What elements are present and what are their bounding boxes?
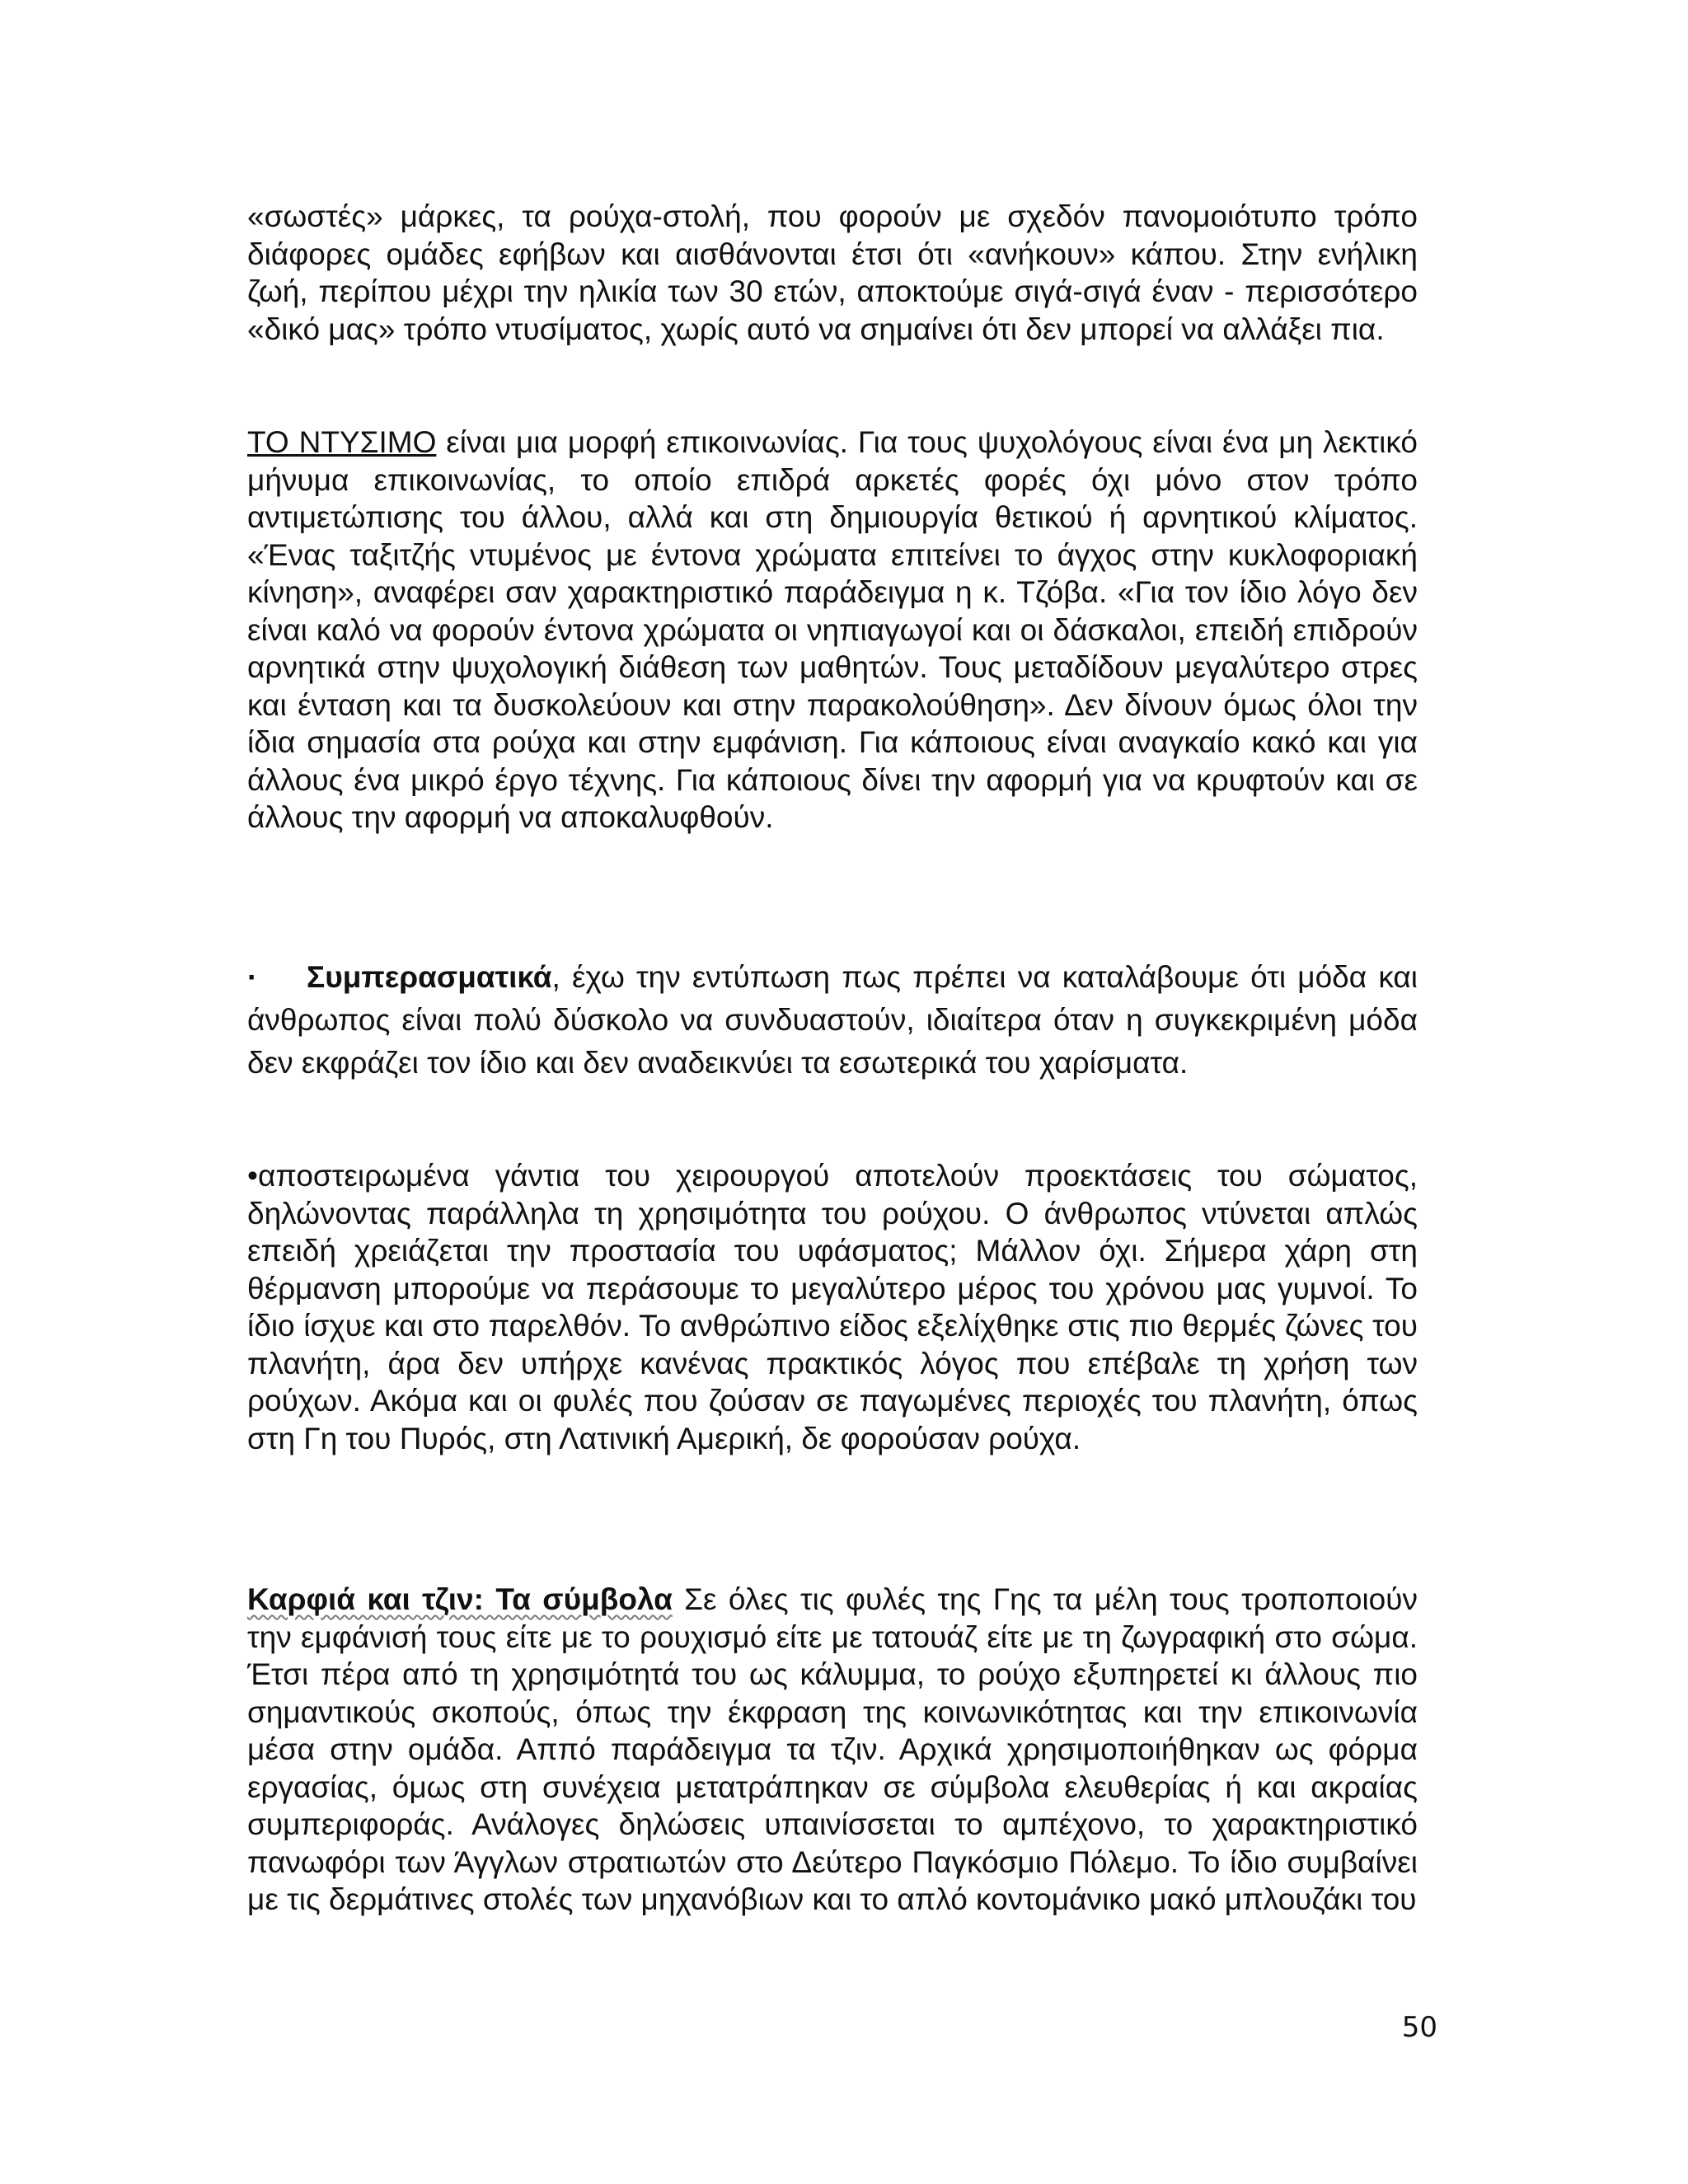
- paragraph-clothing-identity: [247, 198, 1418, 348]
- section-heading-symbols: Καρφιά και τζιν: Τα σύμβολα: [247, 1582, 673, 1616]
- paragraph-clothing-communication: [247, 424, 1418, 837]
- conclusion-bold-word: Συμπερασματικά: [307, 960, 552, 994]
- page-number: 50: [1401, 2011, 1437, 2044]
- dressing-underlined-phrase: ΤΟ ΝΤΥΣΙΜΟ: [247, 425, 437, 459]
- paragraph-5-text: [247, 1581, 1418, 1919]
- bullet-mark: ·: [247, 960, 258, 994]
- paragraph-surgeon-gloves: [247, 1157, 1418, 1457]
- paragraph-nails-and-jeans: [247, 1581, 1418, 1919]
- paragraph-4-text: •αποστειρωμένα γάντια του χειρουργού αποτελούν προεκτάσεις του σώματος, δηλώνοντας παράλληλα τη χρησιμότητα του ρούχου. Ο άνθρωπος ντύνεται απλώς επειδή χρειάζεται την προστασία του υφάσματος; Μάλλον όχι. Σήμερα χάρη στη θέρμανση μπορούμε να περάσουμε το μεγαλύτερο μέρος του χρόνου μας γυμνοί. Το ίδιο ίσχυε και στο παρελθόν. Το ανθρώπινο είδος εξελίχθηκε στις πιο θερμές ζώνες του πλανήτη, άρα δεν υπήρχε κανένας πρακτικός λόγος που επέβαλε τη χρήση των ρούχων. Ακόμα και οι φυλές που ζούσαν σε παγωμένες περιοχές του πλανήτη, όπως στη Γη του Πυρός, στη Λατινική Αμερική, δε φορούσαν ρούχα.: [247, 1159, 1418, 1455]
- paragraph-2-body: είναι μια μορφή επικοινωνίας. Για τους ψυχολόγους είναι ένα μη λεκτικό μήνυμα επικοινωνίας, το οποίο επιδρά αρκετές φορές όχι μόνο στον τρόπο αντιμετώπισης του άλλου, αλλά και στη δημιουργία θετικού ή αρνητικού κλίματος. «Ένας ταξιτζής ντυμένος με έντονα χρώματα επιτείνει το άγχος στην κυκλοφοριακή κίνηση», αναφέρει σαν χαρακτηριστικό παράδειγμα η κ. Τζόβα. «Για τον ίδιο λόγο δεν είναι καλό να φορούν έντονα χρώματα οι νηπιαγωγοί και οι δάσκαλοι, επειδή επιδρούν αρνητικά στην ψυχολογική διάθεση των μαθητών. Τους μεταδίδουν μεγαλύτερο στρες και ένταση και τα δυσκολεύουν και στην παρακολούθηση». Δεν δίνουν όμως όλοι την ίδια σημασία στα ρούχα και στην εμφάνιση. Για κάποιους είναι αναγκαίο κακό και για άλλους ένα μικρό έργο τέχνης. Για κάποιους δίνει την αφορμή για να κρυφτούν και σε άλλους την αφορμή να αποκαλυφθούν.: [247, 425, 1418, 834]
- paragraph-3-body: , έχω την εντύπωση πως πρέπει να καταλάβουμε ότι μόδα και άνθρωπος είναι πολύ δύσκολο να συνδυαστούν, ιδιαίτερα όταν η συγκεκριμένη μόδα δεν εκφράζει τον ίδιο και δεν αναδεικνύει τα εσωτερικά του χαρίσματα.: [247, 960, 1418, 1080]
- paragraph-conclusion: [247, 956, 1418, 1085]
- paragraph-2-text: [247, 424, 1418, 837]
- paragraph-3-text: [247, 956, 1418, 1085]
- paragraph-5-body: Σε όλες τις φυλές της Γης τα μέλη τους τροποποιούν την εμφάνισή τους είτε με το ρουχισμό είτε με τατουάζ είτε με τη ζωγραφική στο σώμα. Έτσι πέρα από τη χρησιμότητά του ως κάλυμμα, το ρούχο εξυπηρετεί κι άλλους πιο σημαντικούς σκοπούς, όπως την έκφραση της κοινωνικότητας και την επικοινωνία μέσα στην ομάδα. Αππό παράδειγμα τα τζιν. Αρχικά χρησιμοποιήθηκαν ως φόρμα εργασίας, όμως στη συνέχεια μετατράπηκαν σε σύμβολα ελευθερίας ή και ακραίας συμπεριφοράς. Ανάλογες δηλώσεις υπαινίσσεται το αμπέχονο, το χαρακτηριστικό πανωφόρι των Άγγλων στρατιωτών στο Δεύτερο Παγκόσμιο Πόλεμο. Το ίδιο συμβαίνει με τις δερμάτινες στολές των μηχανόβιων και το απλό κοντομάνικο μακό μπλουζάκι του: [247, 1582, 1418, 1916]
- paragraph-1-text: «σωστές» μάρκες, τα ρούχα-στολή, που φορούν με σχεδόν πανομοιότυπο τρόπο διάφορες ομάδες εφήβων και αισθάνονται έτσι ότι «ανήκουν» κάπου. Στην ενήλικη ζωή, περίπου μέχρι την ηλικία των 30 ετών, αποκτούμε σιγά-σιγά έναν - περισσότερο «δικό μας» τρόπο ντυσίματος, χωρίς αυτό να σημαίνει ότι δεν μπορεί να αλλάξει πια.: [247, 199, 1418, 346]
